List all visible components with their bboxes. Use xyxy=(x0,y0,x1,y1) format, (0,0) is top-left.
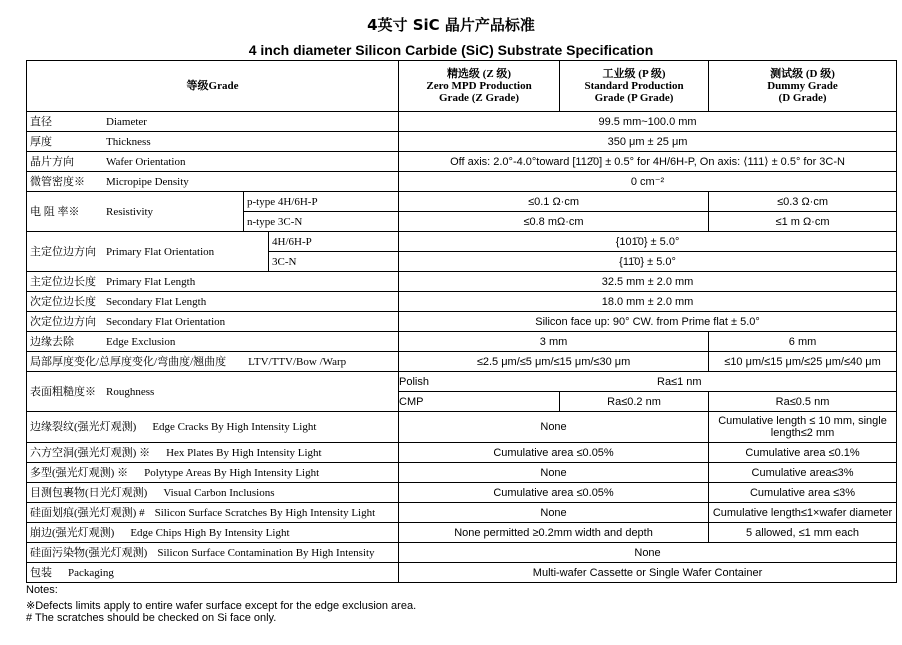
row-value: Cumulative area ≤3% xyxy=(709,483,897,503)
table-row xyxy=(27,312,897,332)
z-grade-header: 精选级 (Z 级) Zero MPD Production Grade (Z Grade) xyxy=(399,61,560,112)
row-value: Off axis: 2.0°-4.0°toward [112̄0] ± 0.5° for 4H/6H-P, On axis: ⟨111⟩ ± 0.5° for 3C-N xyxy=(399,152,897,172)
sub-label: 4H/6H-P xyxy=(269,232,399,252)
sub-label: 3C-N xyxy=(269,252,399,272)
table-header-row xyxy=(27,61,897,112)
row-value: Cumulative length≤1×wafer diameter xyxy=(709,503,897,523)
row-value: Ra≤0.5 nm xyxy=(709,392,897,412)
row-value: ≤0.3 Ω·cm xyxy=(709,192,897,212)
table-row xyxy=(27,563,897,583)
d-grade-header: 测试级 (D 级) Dummy Grade (D Grade) xyxy=(709,61,897,112)
table-row xyxy=(27,232,897,252)
table-row xyxy=(27,132,897,152)
row-value: {11̄0} ± 5.0° xyxy=(399,252,897,272)
row-value: ≤0.1 Ω·cm xyxy=(399,192,709,212)
row-label: 硅面划痕(强光灯观测) # Silicon Surface Scratches By High Intensity Light xyxy=(27,503,399,523)
grade-header: 等级Grade xyxy=(27,61,399,112)
p-grade-header: 工业级 (P 级) Standard Production Grade (P Grade) xyxy=(560,61,709,112)
table-row xyxy=(27,292,897,312)
row-value: 32.5 mm ± 2.0 mm xyxy=(399,272,897,292)
page-title-cn: 4英寸 SiC 晶片产品标准 xyxy=(367,16,535,34)
polish-label: Polish xyxy=(399,375,429,388)
row-label: 边缘去除 Edge Exclusion xyxy=(27,332,399,352)
table-row xyxy=(27,372,897,392)
row-value: None xyxy=(399,412,709,443)
polish-value: Ra≤1 nm xyxy=(657,375,702,388)
table-row xyxy=(27,443,897,463)
row-value: Cumulative area ≤0.05% xyxy=(399,443,709,463)
row-label: 厚度 Thickness xyxy=(27,132,399,152)
row-label: 表面粗糙度※ Roughness xyxy=(27,372,399,412)
row-label: 主定位边长度 Primary Flat Length xyxy=(27,272,399,292)
note-1: ※Defects limits apply to entire wafer surface except for the edge exclusion area. xyxy=(26,600,417,612)
spec-table xyxy=(26,60,897,583)
table-row xyxy=(27,483,897,503)
row-label: 主定位边方向 Primary Flat Orientation xyxy=(27,232,269,272)
row-value: 350 μm ± 25 μm xyxy=(399,132,897,152)
row-label: 局部厚度变化/总厚度变化/弯曲度/翘曲度 LTV/TTV/Bow /Warp xyxy=(27,352,399,372)
row-label: 边缘裂纹(强光灯观测) Edge Cracks By High Intensity Light xyxy=(27,412,399,443)
row-value: 0 cm⁻² xyxy=(399,172,897,192)
row-value: None xyxy=(399,543,897,563)
row-value: ≤10 μm/≤15 μm/≤25 μm/≤40 μm xyxy=(709,352,897,372)
row-label: 次定位边长度 Secondary Flat Length xyxy=(27,292,399,312)
sub-label: n-type 3C-N xyxy=(244,212,399,232)
row-value: Cumulative area ≤0.1% xyxy=(709,443,897,463)
table-row xyxy=(27,523,897,543)
row-value: None xyxy=(399,503,709,523)
row-value: Multi-wafer Cassette or Single Wafer Container xyxy=(399,563,897,583)
row-value: Cumulative area≤3% xyxy=(709,463,897,483)
table-row xyxy=(27,543,897,563)
row-value: 5 allowed, ≤1 mm each xyxy=(709,523,897,543)
cmp-label: CMP xyxy=(399,392,560,412)
page-title-en: 4 inch diameter Silicon Carbide (SiC) Substrate Specification xyxy=(248,42,654,58)
row-value: None xyxy=(399,463,709,483)
row-label: 微管密度※ Micropipe Density xyxy=(27,172,399,192)
row-label: 直径 Diameter xyxy=(27,112,399,132)
row-value: Ra≤0.2 nm xyxy=(560,392,709,412)
note-2: # The scratches should be checked on Si face only. xyxy=(26,612,277,624)
row-label: 多型(强光灯观测) ※ Polytype Areas By High Intensity Light xyxy=(27,463,399,483)
row-value: Silicon face up: 90° CW. from Prime flat ± 5.0° xyxy=(399,312,897,332)
row-label: 次定位边方向 Secondary Flat Orientation xyxy=(27,312,399,332)
row-label: 晶片方向 Wafer Orientation xyxy=(27,152,399,172)
row-value: 6 mm xyxy=(709,332,897,352)
row-value: None permitted ≥0.2mm width and depth xyxy=(399,523,709,543)
sub-label: p-type 4H/6H-P xyxy=(244,192,399,212)
row-value: 3 mm xyxy=(399,332,709,352)
row-value: ≤1 m Ω·cm xyxy=(709,212,897,232)
table-row xyxy=(27,112,897,132)
row-value: Cumulative length ≤ 10 mm, single length≤2 mm xyxy=(709,412,897,443)
row-value: {101̄0} ± 5.0° xyxy=(399,232,897,252)
table-row xyxy=(27,463,897,483)
table-row xyxy=(27,272,897,292)
row-value: 99.5 mm~100.0 mm xyxy=(399,112,897,132)
row-value: Cumulative area ≤0.05% xyxy=(399,483,709,503)
table-row xyxy=(27,332,897,352)
row-label: 六方空洞(强光灯观测) ※ Hex Plates By High Intensity Light xyxy=(27,443,399,463)
row-value: ≤0.8 mΩ·cm xyxy=(399,212,709,232)
table-row xyxy=(27,172,897,192)
table-row xyxy=(27,152,897,172)
row-label: 包装 Packaging xyxy=(27,563,399,583)
row-label: 电 阻 率※ Resistivity xyxy=(27,192,244,232)
row-label: 硅面污染物(强光灯观测) Silicon Surface Contamination By High Intensity xyxy=(27,543,399,563)
table-row xyxy=(27,352,897,372)
notes-label: Notes: xyxy=(26,584,58,596)
row-value: 18.0 mm ± 2.0 mm xyxy=(399,292,897,312)
table-row xyxy=(27,192,897,212)
table-row xyxy=(27,503,897,523)
row-label: 目测包裹物(日光灯观测) Visual Carbon Inclusions xyxy=(27,483,399,503)
table-row xyxy=(27,412,897,443)
row-label: 崩边(强光灯观测) Edge Chips High By Intensity Light xyxy=(27,523,399,543)
row-value: ≤2.5 μm/≤5 μm/≤15 μm/≤30 μm xyxy=(399,352,709,372)
row-value xyxy=(399,372,897,392)
